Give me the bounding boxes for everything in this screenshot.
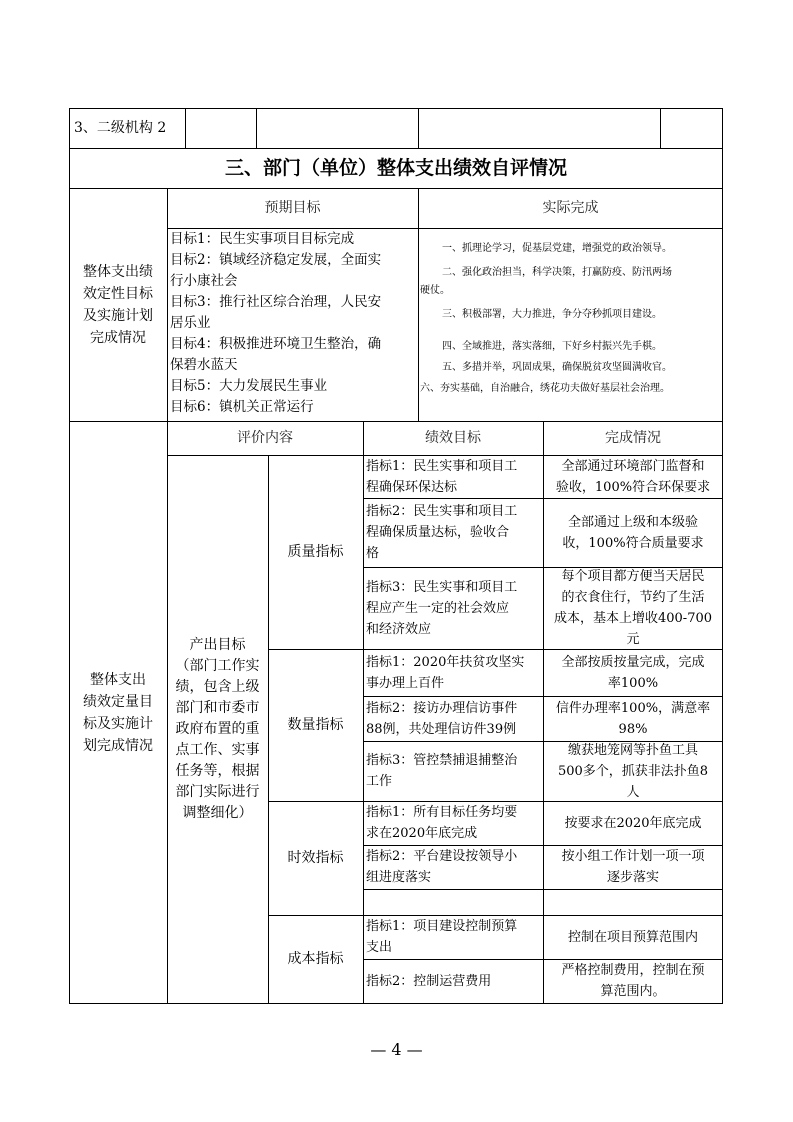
table-row-status: 控制在项目预算范围内 [567,929,698,945]
grid-line [185,108,186,148]
timeliness-indicator-label: 时效指标 [287,849,344,866]
table-row-status: 严格控制费用，控制在预 算范围内。 [561,963,705,999]
quantity-indicator-label: 数量指标 [287,716,344,733]
table-row-status: 每个项目都方便当天居民 的衣食住行，节约了生活 成本，基本上增收400-700 元 [553,569,713,647]
table-row-target: 指标2：控制运营费用 [366,973,492,989]
grid-line [660,108,661,148]
quality-indicator-label: 质量指标 [287,543,344,560]
qualitative-label: 整体支出绩 效定性目标 及实施计划 完成情况 [83,263,153,346]
actual-completion-header: 实际完成 [542,199,599,216]
table-row-target: 指标3：民生实事和项目工 程应产生一定的社会效应 和经济效应 [366,579,518,637]
table-row-target: 指标2：民生实事和项目工 程确保质量达标，验收合 格 [366,504,518,561]
expected-goals-header: 预期目标 [264,199,321,216]
table-row-target: 指标2：平台建设按领导小 组进度落实 [366,849,518,885]
output-goal-label: 产出目标 （部门工作实 绩，包含上级 部门和市委市 政府布置的重 点工作、实事 任务等，根据 部门实际进行 调整细化） [175,637,260,821]
table-row-status: 全部按质按量完成，完成 率100% [561,654,705,691]
table-row-status: 全部通过环境部门监督和 验收，100%符合环保要求 [555,458,711,495]
page-number: — 4 — [370,1040,423,1059]
quantitative-label: 整体支出 绩效定量目 标及实施计 划完成情况 [83,671,153,754]
table-row-status: 信件办理率100%，满意率 98% [555,700,711,737]
table-row-target: 指标2：接访办理信访事件 88例，共处理信访件39例 [366,700,518,737]
grid-line [256,108,257,148]
table-row-status: 全部通过上级和本级验 收，100%符合质量要求 [562,514,704,551]
table-row-target: 指标1：项目建设控制预算 支出 [366,919,518,955]
completion-status-header: 完成情况 [605,429,661,446]
eval-content-header: 评价内容 [237,429,293,446]
grid-line [363,889,723,890]
table-row-target: 指标1：所有目标任务均要 求在2020年底完成 [366,805,518,841]
table-row-target: 指标1：民生实事和项目工 程确保环保达标 [366,458,518,495]
grid-line [418,108,419,148]
table-row-status: 按小组工作计划一项一项 逐步落实 [561,849,705,885]
table-row-target: 指标1：2020年扶贫攻坚实 事办理上百件 [366,654,525,691]
secondary-org-label: 3、二级机构 2 [74,119,167,136]
actual-completion-list: 一、抓理论学习，促基层党建，增强党的政治领导。 二、强化政治担当，科学决策，打赢防疫、防汛两场 硬仗。 三、积极部署，大力推进，争分夺秒抓项目建设。 四、全域推进，落实落细，下好乡村振兴先手棋。 五、多措并举，巩固成果，确保脱贫攻坚圆满收官。 六、夯实基础，自治融合，绣花功夫做好基层社会治理。 [420,243,672,394]
table-row-target: 指标3：管控禁捕退捕整治 工作 [366,753,518,789]
table-row-status: 缴获地笼网等扑鱼工具 500多个，抓获非法扑鱼8 人 [557,742,709,800]
table-row-status: 按要求在2020年底完成 [564,815,702,831]
grid-line [363,421,364,1004]
section-title: 三、部门（单位）整体支出绩效自评情况 [224,156,567,179]
expected-goals-list: 目标1：民生实事项目目标完成 目标2：镇域经济稳定发展，全面实 行小康社会 目标3：推行社区综合治理，人民安 居乐业 目标4：积极推进环境卫生整治，确 保碧水蓝天 目标5：大力发展民生事业 目标6：镇机关正常运行 [170,231,382,415]
cost-indicator-label: 成本指标 [287,951,344,967]
performance-target-header: 绩效目标 [425,429,481,446]
